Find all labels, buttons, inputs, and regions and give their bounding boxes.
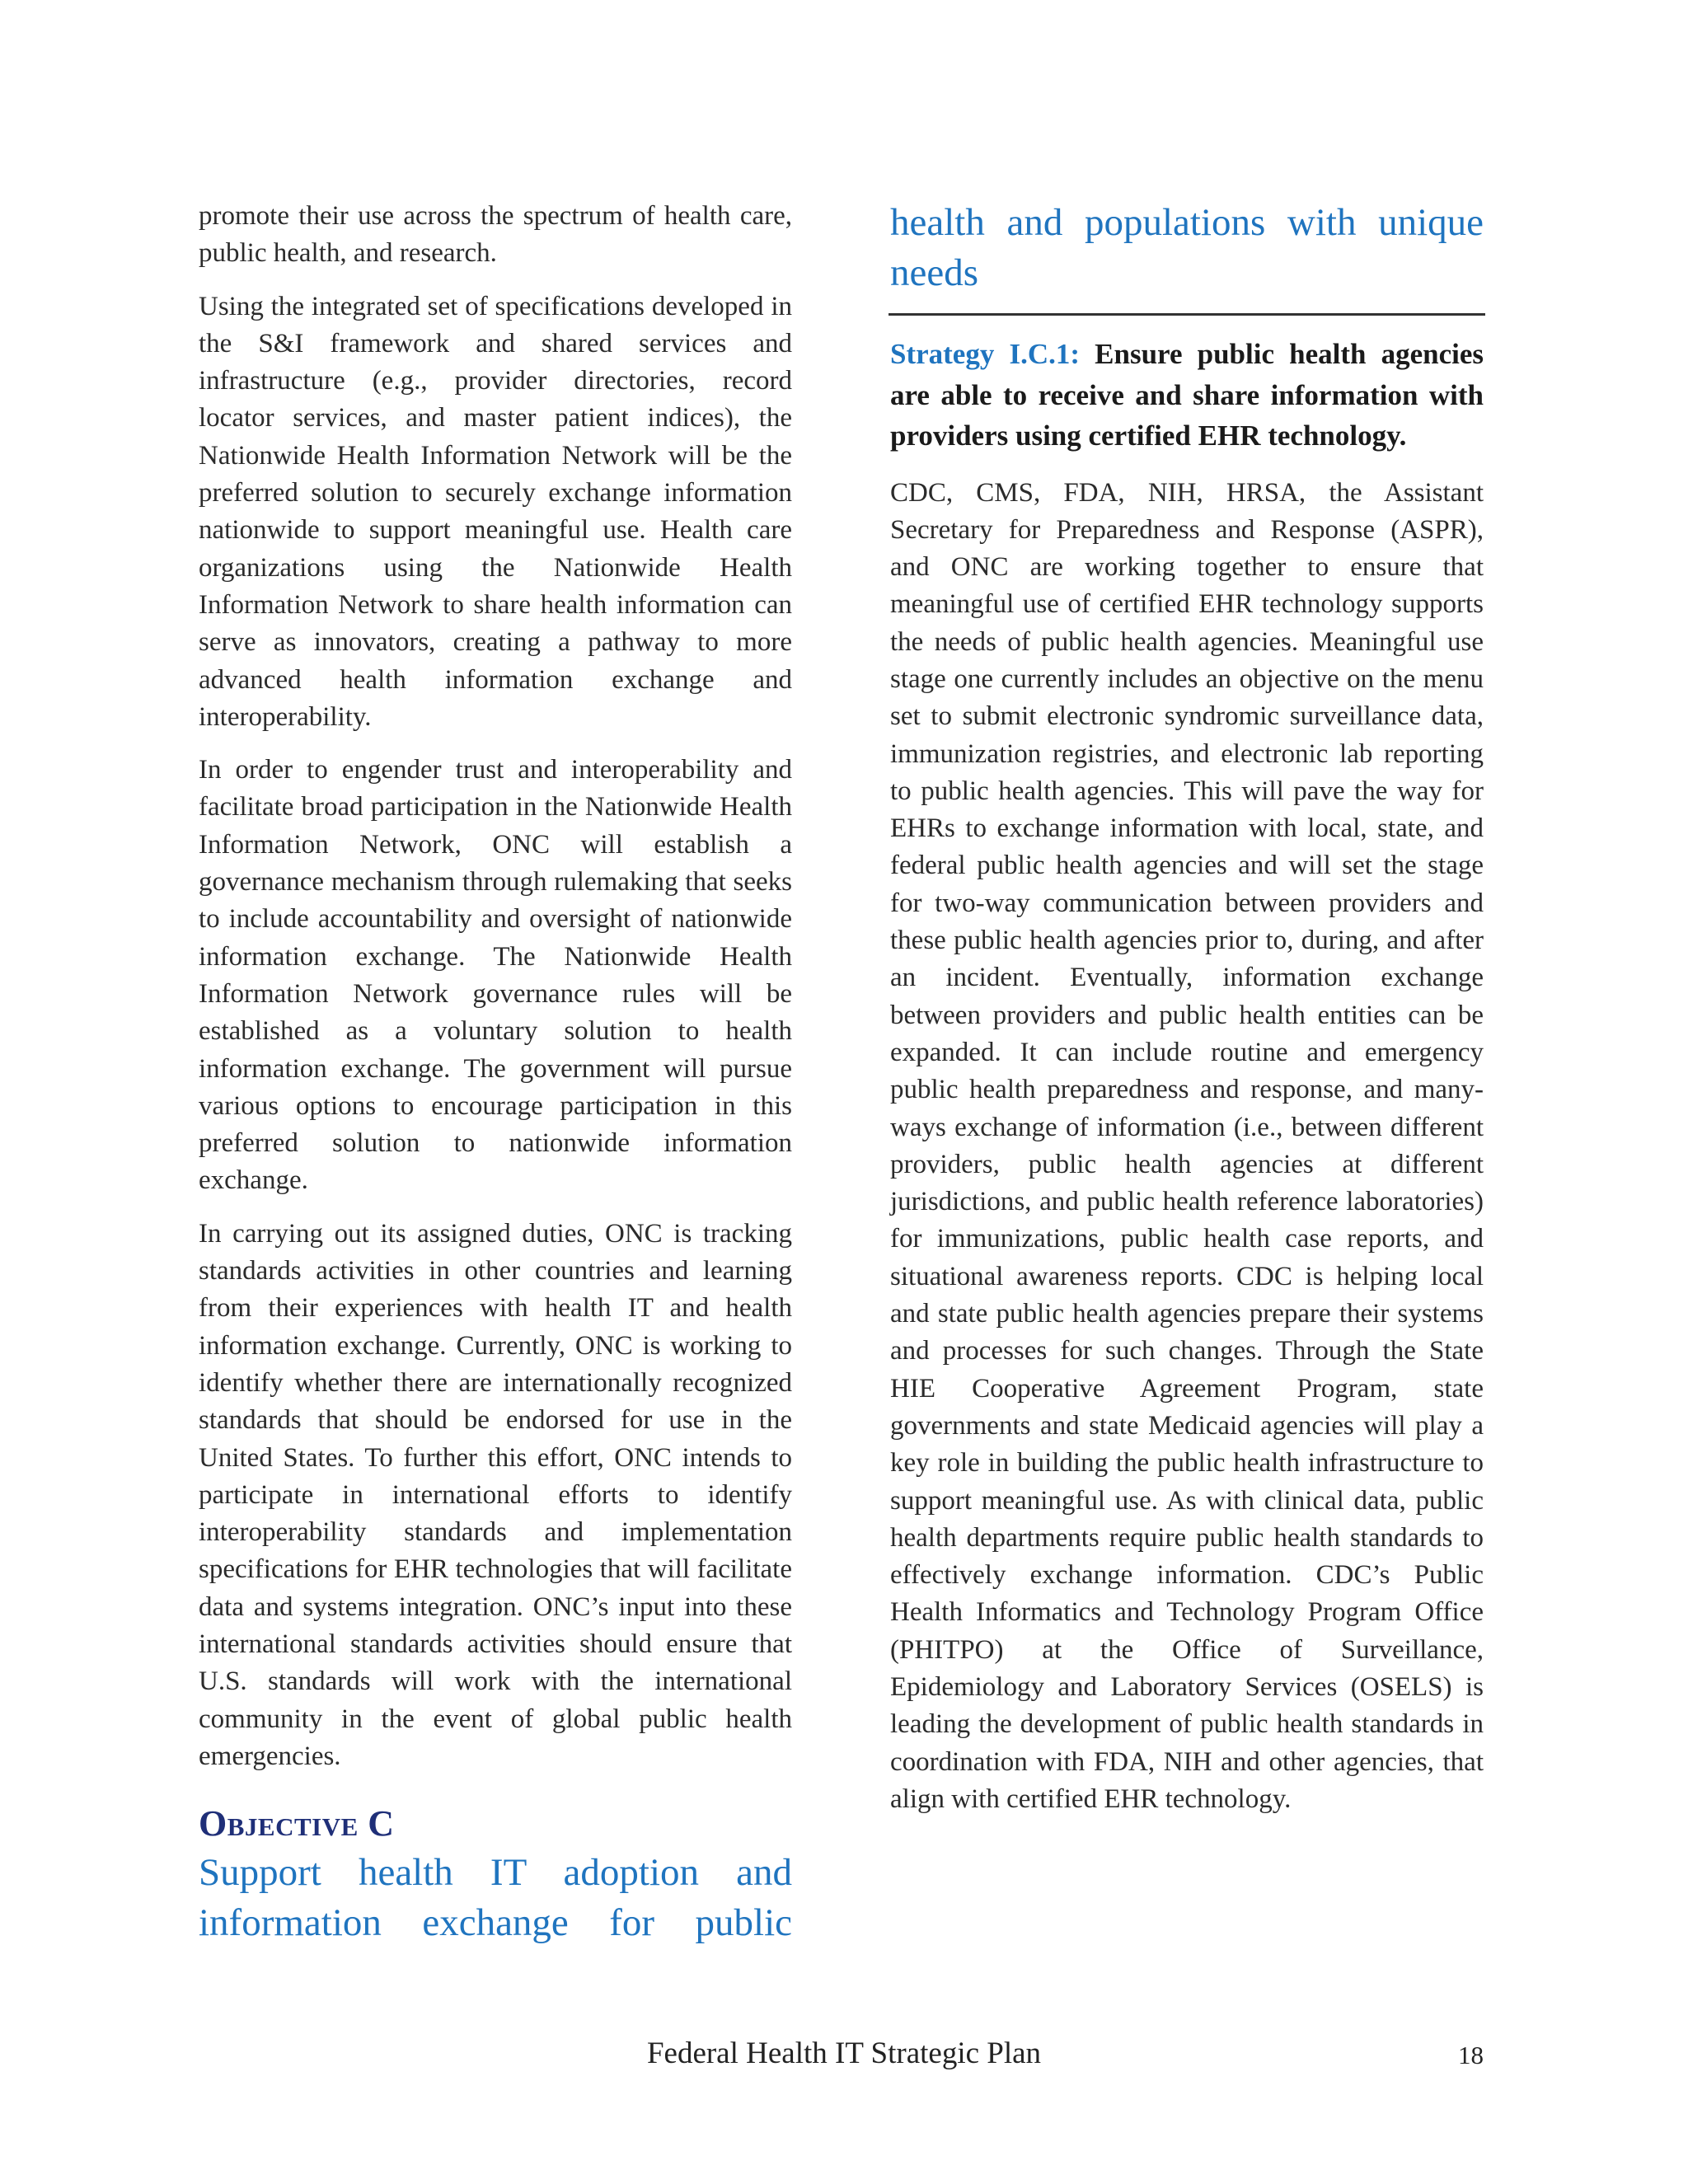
page-number: 18 (1458, 2041, 1484, 2069)
objective-heading-line-1: Support health IT adoption and (199, 1851, 792, 1895)
body-paragraph: CDC, CMS, FDA, NIH, HRSA, the Assistant Secretary for Preparedness and Response (ASPR), and ONC are working together to ensure that meaningful use of certified EHR technology supports the needs of public health agencies. Meaningful use stage one currently includes an objective on the menu set to submit electronic syndromic surveillance data, immunization registries, and electronic lab reporting to public health agencies. This will pave the way for EHRs to exchange information with local, state, and federal public health agencies and will set the stage for two-way communication between providers and these public health agencies prior to, during, and after an incident. Eventually, information exchange between providers and public health entities can be expanded. It can include routine and emergency public health preparedness and response, and many-ways exchange of information (i.e., between different providers, public health agencies at different jurisdictions, and public health reference laboratories) for immunizations, public health case reports, and situational awareness reports. CDC is helping local and state public health agencies prepare their systems and processes for such changes. Through the State HIE Cooperative Agreement Program, state governments and state Medicaid agencies will play a key role in building the public health infrastructure to support meaningful use. As with clinical data, public health departments require public health standards to effectively exchange information. CDC’s Public Health Informatics and Technology Program Office (PHITPO) at the Office of Surveillance, Epidemiology and Laboratory Services (OSELS) is leading the development of public health standards in coordination with FDA, NIH and other agencies, that align with certified EHR technology. (890, 477, 1484, 1814)
objective-title: Objective C (199, 1803, 395, 1844)
left-column (199, 194, 792, 1948)
objective-heading-continued-line-1: health and populations with unique (890, 201, 1484, 244)
section-divider (889, 313, 1485, 316)
strategy-text: Ensure public health agencies are able to receive and share information with providers using certified EHR technology. (890, 338, 1484, 452)
strategy-label: Strategy I.C.1: (890, 338, 1081, 370)
body-paragraph: In order to engender trust and interoperability and facilitate broad participation in the Nationwide Health Information Network, ONC will establish a governance mechanism through rulemaking that seeks to include accountability and oversight of nationwide information exchange. The Nationwide Health Information Network governance rules will be established as a voluntary solution to health information exchange. The government will pursue various options to encourage participation in this preferred solution to nationwide information exchange. (199, 755, 792, 1196)
body-paragraph: Using the integrated set of specifications developed in the S&I framework and shared services and infrastructure (e.g., provider directories, record locator services, and master patient indices), the Nationwide Health Information Network will be the preferred solution to securely exchange information nationwide to support meaningful use. Health care organizations using the Nationwide Health Information Network to share health information can serve as innovators, creating a pathway to more advanced health information exchange and interoperability. (199, 291, 792, 732)
objective-heading-continued-line-2: needs (890, 251, 979, 294)
right-column (890, 194, 1484, 1834)
body-paragraph: In carrying out its assigned duties, ONC is tracking standards activities in other countries and learning from their experiences with health IT and health information exchange. Currently, ONC is working to identify whether there are internationally recognized standards that should be endorsed for use in the United States. To further this effort, ONC intends to participate in international efforts to identify interoperability standards and implementation specifications for EHR technologies that will facilitate data and systems integration. ONC’s input into these international standards activities should ensure that U.S. standards will work with the international community in the event of global public health emergencies. (199, 1218, 792, 1771)
strategy-heading (890, 334, 1484, 457)
objective-heading-continued (890, 198, 1484, 298)
objective-heading-line-2: information exchange for public (199, 1901, 792, 1945)
footer-title: Federal Health IT Strategic Plan (646, 2036, 1042, 2070)
body-paragraph: promote their use across the spectrum of health care, public health, and research. (199, 201, 792, 269)
